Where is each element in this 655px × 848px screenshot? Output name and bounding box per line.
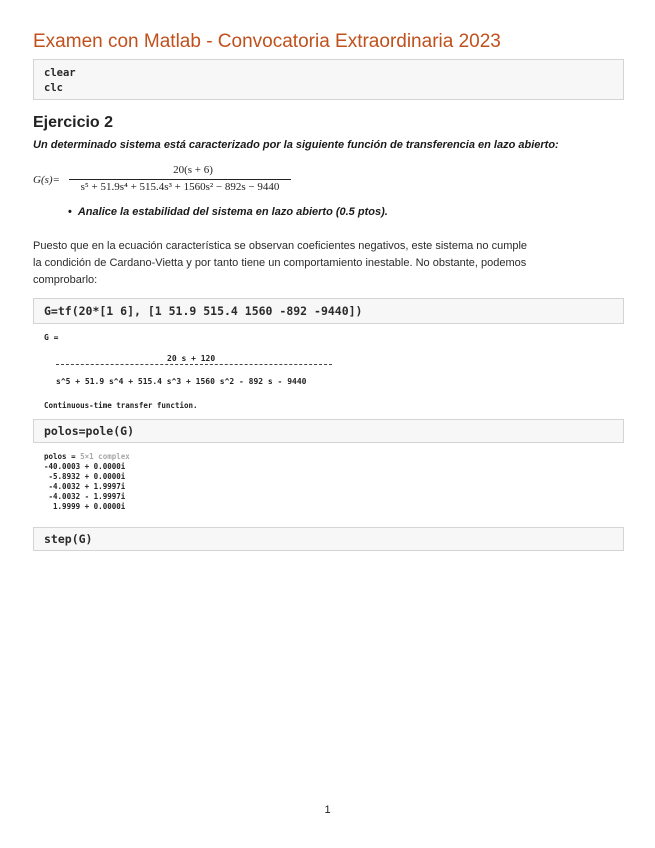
code-line: G=tf(20*[1 6], [1 51.9 515.4 1560 -892 -9440]) [44, 304, 363, 318]
tf-denominator: s⁵ + 51.9s⁴ + 515.4s³ + 1560s² − 892s − 9440 [80, 181, 280, 193]
pole-value: -4.0032 + 1.9997i [44, 482, 126, 491]
bullet-text: Analice la estabilidad del sistema en lazo abierto (0.5 ptos). [77, 206, 388, 218]
explanation-paragraph [33, 238, 593, 289]
page-number: 1 [324, 804, 331, 816]
poles-label: polos = [44, 452, 81, 461]
code-line: polos=pole(G) [44, 424, 135, 438]
code-block-tf[interactable] [33, 298, 624, 324]
poles-output-header [44, 452, 130, 461]
poles-size: 5×1 complex [80, 452, 130, 461]
code-line: step(G) [44, 532, 93, 546]
paragraph-line: la condición de Cardano-Vietta y por tanto tiene un comportamiento inestable. No obstante, podemos [33, 257, 527, 269]
fraction-bar [69, 179, 291, 180]
tf-lhs: G(s)= [33, 174, 60, 186]
output-fraction-rule [56, 364, 332, 365]
section-heading: Ejercicio 2 [33, 114, 114, 131]
output-tf-note: Continuous-time transfer function. [44, 401, 198, 410]
paragraph-line: comprobarlo: [33, 274, 98, 286]
code-block-step[interactable] [33, 527, 624, 551]
page-title: Examen con Matlab - Convocatoria Extraordinaria 2023 [33, 31, 501, 52]
pole-value: 1.9999 + 0.0000i [44, 502, 126, 511]
output-tf-numerator: 20 s + 120 [167, 354, 216, 363]
task-bullet [68, 206, 388, 218]
tf-numerator: 20(s + 6) [173, 164, 213, 176]
code-line: clc [44, 82, 63, 94]
paragraph-line: Puesto que en la ecuación característica se observan coeficientes negativos, este sistema no cumple [33, 240, 528, 252]
pole-value: -4.0032 - 1.9997i [44, 492, 126, 501]
output-tf-denominator: s^5 + 51.9 s^4 + 515.4 s^3 + 1560 s^2 - 892 s - 9440 [56, 377, 307, 386]
code-block-pole[interactable] [33, 419, 624, 443]
bullet-marker: • [68, 206, 72, 218]
pole-value: -5.8932 + 0.0000i [44, 472, 126, 481]
code-block-clear[interactable] [33, 59, 624, 100]
code-line: clear [44, 67, 76, 79]
output-tf-label: G = [44, 333, 59, 342]
pole-value: -40.0003 + 0.0000i [44, 462, 126, 471]
exercise-intro: Un determinado sistema está caracterizado por la siguiente función de transferencia en lazo abierto: [33, 139, 559, 151]
